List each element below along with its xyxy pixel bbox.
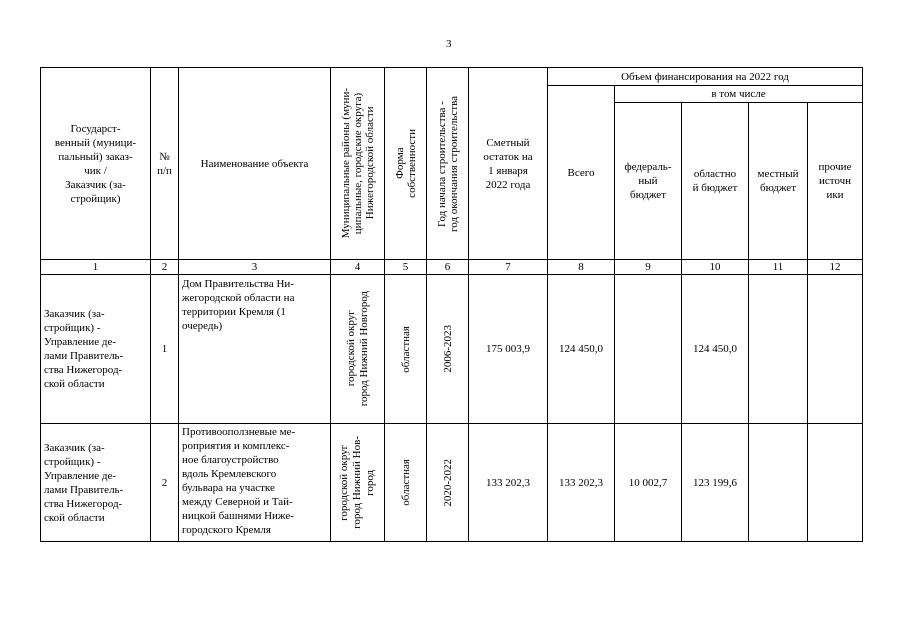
header-ownership: Форма собственности	[385, 68, 427, 260]
column-number: 10	[682, 260, 749, 275]
header-total: Всего	[548, 86, 615, 260]
column-number: 11	[749, 260, 808, 275]
column-number: 7	[469, 260, 548, 275]
header-municipality: Муниципальные районы (муни- ципальные, городские округа) Нижегородской области	[331, 68, 385, 260]
column-number: 8	[548, 260, 615, 275]
cell-local	[749, 424, 808, 542]
cell-federal: 10 002,7	[615, 424, 682, 542]
column-number: 2	[151, 260, 179, 275]
column-number: 9	[615, 260, 682, 275]
header-local: местный бюджет	[749, 103, 808, 260]
cell-federal	[615, 275, 682, 424]
cell-customer: Заказчик (за- стройщик) - Управление де- лами Правитель- ства Нижегород- ской области	[41, 424, 151, 542]
header-regional: областно й бюджет	[682, 103, 749, 260]
cell-number: 1	[151, 275, 179, 424]
column-number: 12	[808, 260, 863, 275]
table-row	[41, 275, 863, 424]
cell-ownership: областная	[385, 275, 427, 424]
page-number: 3	[446, 38, 452, 50]
cell-regional: 123 199,6	[682, 424, 749, 542]
table-row	[41, 424, 863, 542]
cell-ownership: областная	[385, 424, 427, 542]
column-number: 6	[427, 260, 469, 275]
column-number: 4	[331, 260, 385, 275]
cell-estimated-balance: 133 202,3	[469, 424, 548, 542]
header-estimated-balance: Сметный остаток на 1 января 2022 года	[469, 68, 548, 260]
cell-regional: 124 450,0	[682, 275, 749, 424]
cell-total: 133 202,3	[548, 424, 615, 542]
cell-number: 2	[151, 424, 179, 542]
column-number: 5	[385, 260, 427, 275]
cell-object-name: Дом Правительства Ни- жегородской области на территории Кремля (1 очередь)	[179, 275, 331, 424]
cell-total: 124 450,0	[548, 275, 615, 424]
column-number: 3	[179, 260, 331, 275]
cell-years: 2006-2023	[427, 275, 469, 424]
header-funding-group: Объем финансирования на 2022 год	[548, 68, 863, 86]
cell-other	[808, 424, 863, 542]
financing-table	[40, 67, 863, 542]
cell-other	[808, 275, 863, 424]
column-number: 1	[41, 260, 151, 275]
header-federal: федераль- ный бюджет	[615, 103, 682, 260]
header-other: прочие источн ики	[808, 103, 863, 260]
cell-municipality: городской округ город Нижний Новгород	[331, 275, 385, 424]
header-object-name: Наименование объекта	[179, 68, 331, 260]
cell-municipality: городской округ город Нижний Нов- город	[331, 424, 385, 542]
cell-local	[749, 275, 808, 424]
header-including: в том числе	[615, 86, 863, 103]
header-number: № п/п	[151, 68, 179, 260]
cell-customer: Заказчик (за- стройщик) - Управление де- лами Правитель- ства Нижегород- ской области	[41, 275, 151, 424]
header-customer: Государст- венный (муници- пальный) заказ- чик / Заказчик (за- стройщик)	[41, 68, 151, 260]
cell-object-name: Противооползневые ме- роприятия и комплекс- ное благоустройство вдоль Кремлевского бульвара на участке между Северной и Тай- ницкой башнями Ниже- городского Кремля	[179, 424, 331, 542]
header-years: Год начала строительства - год окончания строительства	[427, 68, 469, 260]
cell-years: 2020-2022	[427, 424, 469, 542]
cell-estimated-balance: 175 003,9	[469, 275, 548, 424]
header-row-1	[41, 68, 863, 86]
column-number-row	[41, 260, 863, 275]
